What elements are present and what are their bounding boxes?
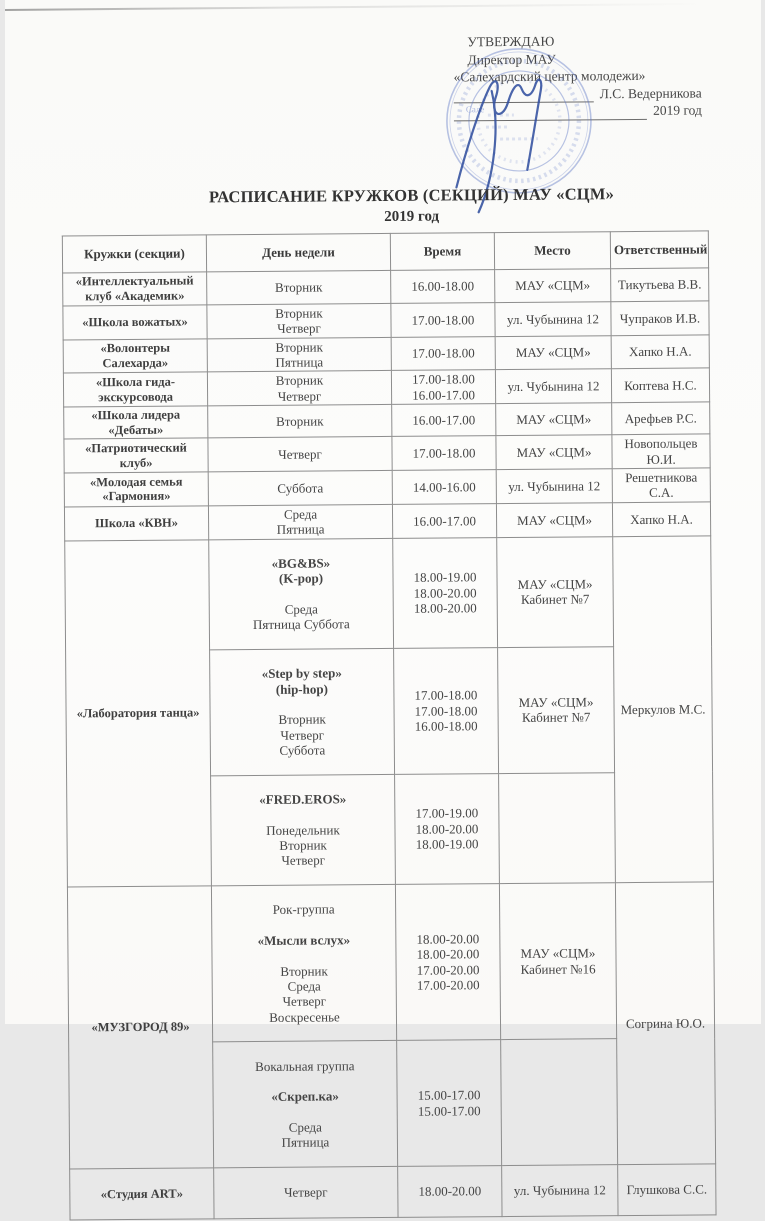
program-days: Среда Пятница Суббота <box>252 601 350 633</box>
place-cell: ул. Чубынина 12 <box>501 1165 617 1217</box>
day-cell: Вторник Четверг <box>206 303 390 338</box>
time-cell: 16.00-18.00 <box>390 270 494 304</box>
place-cell: ул. Чубынина 12 <box>494 302 610 337</box>
time-cell: 14.00-16.00 <box>392 470 496 504</box>
day-cell: Вторник Пятница <box>207 337 391 372</box>
table-row <box>63 335 709 374</box>
time-cell: 18.00-19.00 18.00-20.00 18.00-20.00 <box>392 537 497 648</box>
club-name-cell: «Студия ART» <box>69 1168 213 1220</box>
approval-year: 2019 год <box>652 102 702 118</box>
club-name-cell: «Интеллектуальный клуб «Академик» <box>62 272 206 306</box>
club-name-cell: «Лаборатория танца» <box>64 540 211 887</box>
place-cell: МАУ «СЦМ» <box>494 269 610 303</box>
time-cell: 16.00-17.00 <box>392 503 496 538</box>
approval-line-2: Директор МАУ <box>466 51 556 67</box>
responsible-cell: Решетникова С.А. <box>612 468 710 502</box>
club-name-cell: «Школа вожатых» <box>62 305 206 340</box>
day-cell: Четверг <box>213 1166 397 1218</box>
responsible-cell: Тикутьева В.В. <box>610 268 708 302</box>
responsible-cell: Коптева Н.С. <box>611 368 709 402</box>
table-row <box>63 402 709 440</box>
header-row <box>62 231 708 273</box>
program-name: «Скреп.ка» <box>270 1088 339 1105</box>
approval-signature-row <box>453 84 701 103</box>
column-header-time: Время <box>390 233 494 271</box>
place-cell: ул. Чубынина 12 <box>496 469 612 504</box>
table-row <box>64 502 710 541</box>
program-days: Среда Пятница <box>281 1119 329 1151</box>
club-name-cell: Школа «КВН» <box>64 506 208 541</box>
responsible-cell: Хапко Н.А. <box>611 335 709 369</box>
place-cell: МАУ «СЦМ» <box>495 335 611 370</box>
program-name: «FRED.EROS» <box>258 791 346 808</box>
responsible-cell: Чупраков И.В. <box>610 301 708 335</box>
day-cell <box>208 538 393 650</box>
column-header-weekday: День недели <box>206 233 390 271</box>
page-title: РАСПИСАНИЕ КРУЖКОВ (СЕКЦИЙ) МАУ «СЦМ» <box>208 184 614 207</box>
club-name-cell: «Волонтеры Салехарда» <box>63 339 207 374</box>
time-cell: 15.00-17.00 15.00-17.00 <box>396 1040 501 1166</box>
responsible-cell: Согрина Ю.О. <box>615 882 715 1165</box>
program-name: «BG&BS» (K-pop) <box>271 555 330 587</box>
day-cell <box>212 1041 397 1168</box>
time-cell: 18.00-20.00 18.00-20.00 17.00-20.00 17.00-20.00 <box>395 884 500 1041</box>
club-name-cell: «Патриотический клуб» <box>63 438 207 473</box>
day-cell: Вторник Четверг <box>207 371 391 406</box>
day-cell <box>209 648 394 775</box>
program-name: «Step by step» (hip-hop) <box>261 665 342 697</box>
page-subtitle-year: 2019 год <box>383 208 439 225</box>
time-cell: 16.00-17.00 <box>391 404 495 437</box>
time-cell: 17.00-18.00 17.00-18.00 16.00-18.00 <box>393 648 498 774</box>
place-cell: МАУ «СЦМ» <box>495 403 611 436</box>
time-cell: 18.00-20.00 <box>397 1165 501 1217</box>
day-cell: Среда Пятница <box>208 504 392 539</box>
time-cell: 17.00-19.00 18.00-20.00 18.00-19.00 <box>394 773 499 884</box>
program-days: Вторник Среда Четверг Воскресенье <box>268 963 340 1025</box>
scanned-document-page <box>5 0 761 1201</box>
place-cell: МАУ «СЦМ» Кабинет №16 <box>499 883 616 1040</box>
time-cell: 17.00-18.00 <box>391 336 495 370</box>
club-name-cell: «Школа гида- экскурсовода <box>63 372 207 407</box>
club-name-cell: «Школа лидера «Дебаты» <box>63 406 207 440</box>
place-cell: МАУ «СЦМ» Кабинет №7 <box>497 647 614 774</box>
place-cell <box>500 1039 617 1166</box>
place-cell: МАУ «СЦМ» Кабинет №7 <box>496 536 613 647</box>
responsible-cell: Хапко Н.А. <box>612 502 710 537</box>
table-row <box>63 368 709 407</box>
program-days: Понедельник Вторник Четверг <box>265 822 340 869</box>
column-header-place: Место <box>494 232 610 270</box>
column-header-clubs: Кружки (секции) <box>62 235 206 273</box>
approval-block <box>453 31 702 120</box>
responsible-cell: Арефьев Р.С. <box>611 402 709 435</box>
place-cell: МАУ «СЦМ» <box>495 435 611 470</box>
responsible-cell: Глушкова С.С. <box>617 1164 715 1216</box>
table-row <box>62 301 708 340</box>
place-cell: ул. Чубынина 12 <box>495 369 611 404</box>
day-cell: Вторник <box>207 404 391 438</box>
responsible-cell: Новопольцев Ю.И. <box>611 434 709 468</box>
table-row <box>64 468 710 507</box>
column-header-responsible: Ответственный <box>610 231 708 269</box>
table-row <box>67 882 714 1043</box>
program-days: Вторник Четверг Суббота <box>277 711 326 758</box>
day-cell: Суббота <box>208 471 392 506</box>
time-cell: 17.00-18.00 <box>391 436 495 470</box>
approval-line-3: «Салехардский центр молодежи» <box>453 67 645 85</box>
date-line <box>453 104 646 121</box>
club-name-cell: «МУЗГОРОД 89» <box>67 886 213 1169</box>
time-cell: 17.00-18.00 <box>390 303 494 337</box>
responsible-cell: Меркулов М.С. <box>612 536 713 883</box>
table-row <box>69 1164 715 1220</box>
day-cell: Вторник <box>206 270 390 304</box>
place-cell <box>498 772 615 883</box>
table-row <box>62 268 708 306</box>
schedule-table <box>61 230 716 1220</box>
time-cell: 17.00-18.00 16.00-17.00 <box>391 370 495 404</box>
document-title-block <box>62 183 708 228</box>
club-name-cell: «Молодая семья «Гармония» <box>64 472 208 507</box>
approval-year-row <box>453 101 701 120</box>
signature-line <box>453 87 593 103</box>
day-cell <box>210 774 395 886</box>
day-cell <box>211 884 396 1042</box>
director-name: Л.С. Ведерникова <box>599 84 702 101</box>
program-type: Рок-группа <box>272 901 335 918</box>
program-type: Вокальная группа <box>254 1057 355 1074</box>
place-cell: МАУ «СЦМ» <box>496 502 612 537</box>
table-row <box>64 536 711 651</box>
table-row <box>63 434 709 473</box>
program-name: «Мысли вслух» <box>257 932 350 948</box>
day-cell: Четверг <box>207 437 391 472</box>
approval-line-1: УТВЕРЖДАЮ <box>466 33 554 50</box>
stamp-text-fragment: Сале <box>465 104 484 115</box>
